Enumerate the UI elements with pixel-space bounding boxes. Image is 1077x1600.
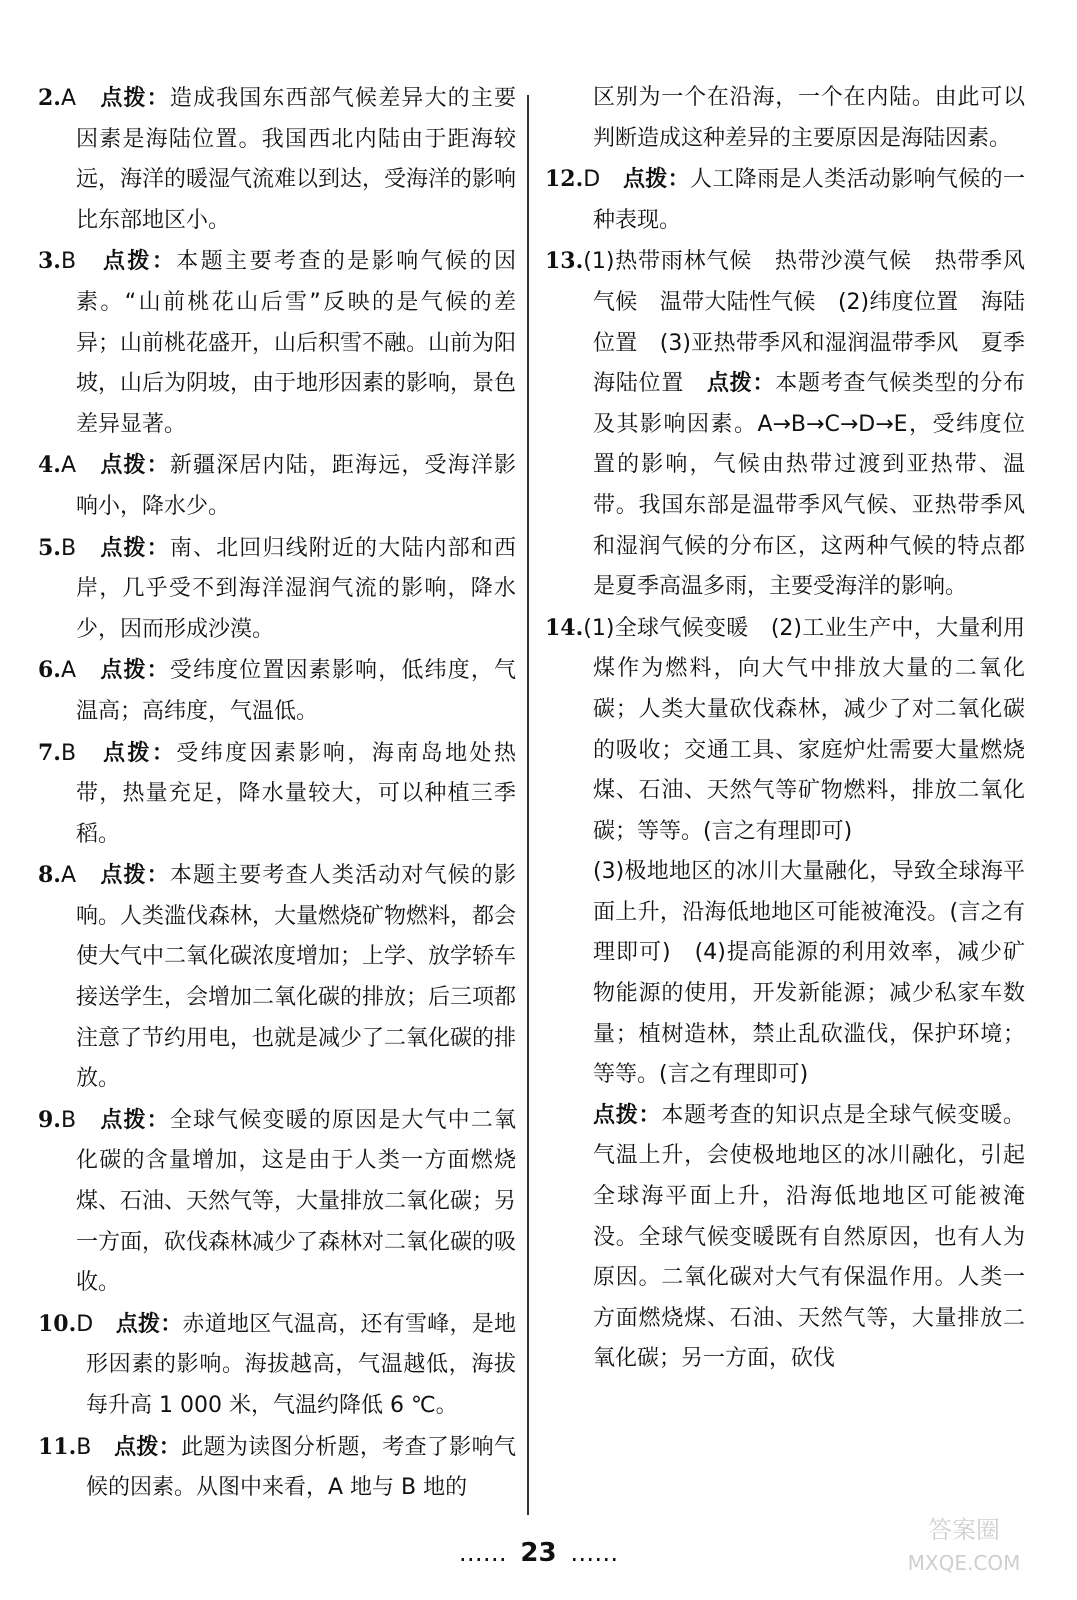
answer-13 bbox=[545, 241, 1048, 607]
watermark-top-text: 答案圈 bbox=[928, 1516, 1000, 1544]
answer-12 bbox=[545, 159, 1025, 241]
hint-label: 点拨： bbox=[593, 1102, 662, 1128]
answer-letter: B bbox=[60, 535, 77, 561]
hint-label: 点拨： bbox=[102, 249, 177, 275]
answer-letter: A bbox=[60, 453, 77, 479]
question-number: 10. bbox=[38, 1310, 77, 1337]
hint-text: 造成我国东西部气候差异大的主要因素是海陆位置。我国西北内陆由于距海较远，海洋的暖湿气流难以到达，受海洋的影响比东部地区小。 bbox=[76, 86, 517, 233]
hint-text: 全球气候变暖的原因是大气中二氧化碳的含量增加，这是由于人类一方面燃烧煤、石油、天然气等，大量排放二氧化碳；另一方面，砍伐森林减少了森林对二氧化碳的吸收。 bbox=[76, 1107, 517, 1296]
footer-dots-left: …… bbox=[458, 1539, 507, 1567]
hint-text: 南、北回归线附近的大陆内部和西岸，几乎受不到海洋湿润气流的影响，降水少，因而形成沙漠。 bbox=[76, 535, 516, 642]
question-number: 3. bbox=[38, 248, 61, 275]
answer-letter: A bbox=[60, 863, 77, 889]
answer-9 bbox=[38, 1100, 516, 1304]
watermark-bottom-text: MXQE.COM bbox=[907, 1551, 1021, 1575]
footer-dots-right: …… bbox=[570, 1539, 619, 1567]
hint-text: 本题主要考查人类活动对气候的影响。人类滥伐森林，大量燃烧矿物燃料，都会使大气中二氧化碳浓度增加；上学、放学轿车接送学生，会增加二氧化碳的排放；后三项都注意了节约用电，也就是减少了二氧化碳的排放。 bbox=[76, 863, 517, 1092]
question-number: 2. bbox=[38, 85, 61, 111]
question-number: 9. bbox=[38, 1106, 61, 1133]
answer-letter: B bbox=[60, 1107, 77, 1133]
column-divider bbox=[527, 95, 529, 1515]
question-number: 6. bbox=[38, 657, 61, 684]
hint-label: 点拨： bbox=[100, 863, 170, 889]
answer-14-parts-3-4: (3)极地地区的冰川大量融化，导致全球海平面上升，沿海低地地区可能被淹没。(言之有理即可) (4)提高能源的利用效率，减少矿物能源的使用，开发新能源；减少私家车数量；植树造林，禁止乱砍滥伐，保护环境；等等。(言之有理即可) bbox=[593, 859, 1025, 1088]
hint-text: 本题考查的知识点是全球气候变暖。气温上升，会使极地地区的冰川融化，引起全球海平面上升，沿海低地地区可能被淹没。全球气候变暖既有自然原因，也有人为原因。二氧化碳对大气有保温作用。人类一方面燃烧煤、石油、天然气等，大量排放二氧化碳；另一方面，砍伐 bbox=[593, 1102, 1025, 1372]
hint-label: 点拨： bbox=[102, 740, 177, 766]
question-number: 4. bbox=[38, 452, 61, 479]
answer-8 bbox=[38, 855, 516, 1100]
hint-label: 点拨： bbox=[100, 658, 170, 684]
hint-label: 点拨： bbox=[115, 1311, 183, 1337]
hint-text: 受纬度位置因素影响，低纬度，气温高；高纬度，气温低。 bbox=[76, 658, 516, 724]
hint-text: 此题为读图分析题，考查了影响气候的因素。从图中来看，A 地与 B 地的 bbox=[86, 1434, 516, 1501]
question-number: 5. bbox=[38, 534, 61, 561]
answer-letter: A bbox=[60, 658, 77, 684]
answer-14-hint bbox=[545, 1096, 1025, 1380]
answer-text: (1)热带雨林气候 热带沙漠气候 热带季风气候 温带大陆性气候 (2)纬度位置 海陆位置 (3)亚热带季风和湿润温带季风 夏季 海陆位置 bbox=[583, 249, 1048, 397]
watermark-logo bbox=[879, 1508, 1049, 1578]
hint-label: 点拨： bbox=[100, 1107, 170, 1133]
hint-label: 点拨： bbox=[100, 535, 170, 561]
answer-letter: B bbox=[60, 249, 77, 275]
answer-11-continued: 区别为一个在沿海，一个在内陆。由此可以判断造成这种差异的主要原因是海陆因素。 bbox=[593, 85, 1025, 151]
answer-letter: A bbox=[60, 86, 77, 111]
question-number: 7. bbox=[38, 739, 61, 766]
page-number: 23 bbox=[520, 1538, 557, 1568]
answer-14 bbox=[545, 608, 1025, 853]
answer-10 bbox=[38, 1304, 516, 1427]
answer-5 bbox=[38, 528, 516, 651]
answer-3 bbox=[38, 241, 516, 445]
answer-letter: D bbox=[583, 167, 601, 193]
right-column bbox=[545, 78, 1048, 1380]
hint-label: 点拨： bbox=[100, 453, 170, 479]
question-number: 11. bbox=[38, 1433, 77, 1460]
left-column bbox=[38, 78, 516, 1509]
question-number: 12. bbox=[545, 166, 584, 193]
hint-text: 赤道地区气温高，还有雪峰，是地形因素的影响。海拔越高，气温越低，海拔每升高 1 000 米，气温约降低 6 ℃。 bbox=[86, 1311, 516, 1418]
hint-label: 点拨： bbox=[100, 86, 170, 111]
answer-text: (1)全球气候变暖 (2)工业生产中，大量利用煤作为燃料，向大气中排放大量的二氧化碳；人类大量砍伐森林，减少了对二氧化碳的吸收；交通工具、家庭炉灶需要大量燃烧煤、石油、天然气等矿物燃料，排放二氧化碳；等等。(言之有理即可) bbox=[583, 615, 1025, 844]
question-number: 14. bbox=[545, 614, 584, 641]
question-number: 13. bbox=[545, 248, 584, 275]
answer-letter: B bbox=[60, 740, 77, 766]
answer-4 bbox=[38, 445, 516, 527]
answer-6 bbox=[38, 650, 516, 732]
hint-text: 人工降雨是人类活动影响气候的一种表现。 bbox=[593, 167, 1025, 233]
hint-text: 受纬度因素影响，海南岛地处热带，热量充足，降水量较大，可以种植三季稻。 bbox=[76, 740, 516, 847]
answer-letter: B bbox=[76, 1434, 92, 1460]
hint-label: 点拨： bbox=[114, 1434, 182, 1460]
answer-2 bbox=[38, 78, 516, 241]
answer-11 bbox=[38, 1427, 516, 1509]
hint-text: 新疆深居内陆，距海远，受海洋影响小，降水少。 bbox=[76, 453, 516, 519]
question-number: 8. bbox=[38, 862, 61, 889]
answer-letter: D bbox=[76, 1311, 94, 1337]
hint-label: 点拨： bbox=[622, 167, 691, 193]
hint-text: 本题考查气候类型的分布及其影响因素。A→B→C→D→E，受纬度位置的影响，气候由热带过渡到亚热带、温带。我国东部是温带季风气候、亚热带季风和湿润气候的分布区，这两种气候的特点都是夏季高温多雨，主要受海洋的影响。 bbox=[593, 371, 1025, 600]
hint-text: 本题主要考查的是影响气候的因素。“山前桃花山后雪”反映的是气候的差异；山前桃花盛开，山后积雪不融。山前为阳坡，山后为阴坡，由于地形因素的影响，景色差异显著。 bbox=[76, 249, 517, 437]
answer-7 bbox=[38, 733, 516, 856]
hint-label: 点拨： bbox=[706, 371, 776, 397]
